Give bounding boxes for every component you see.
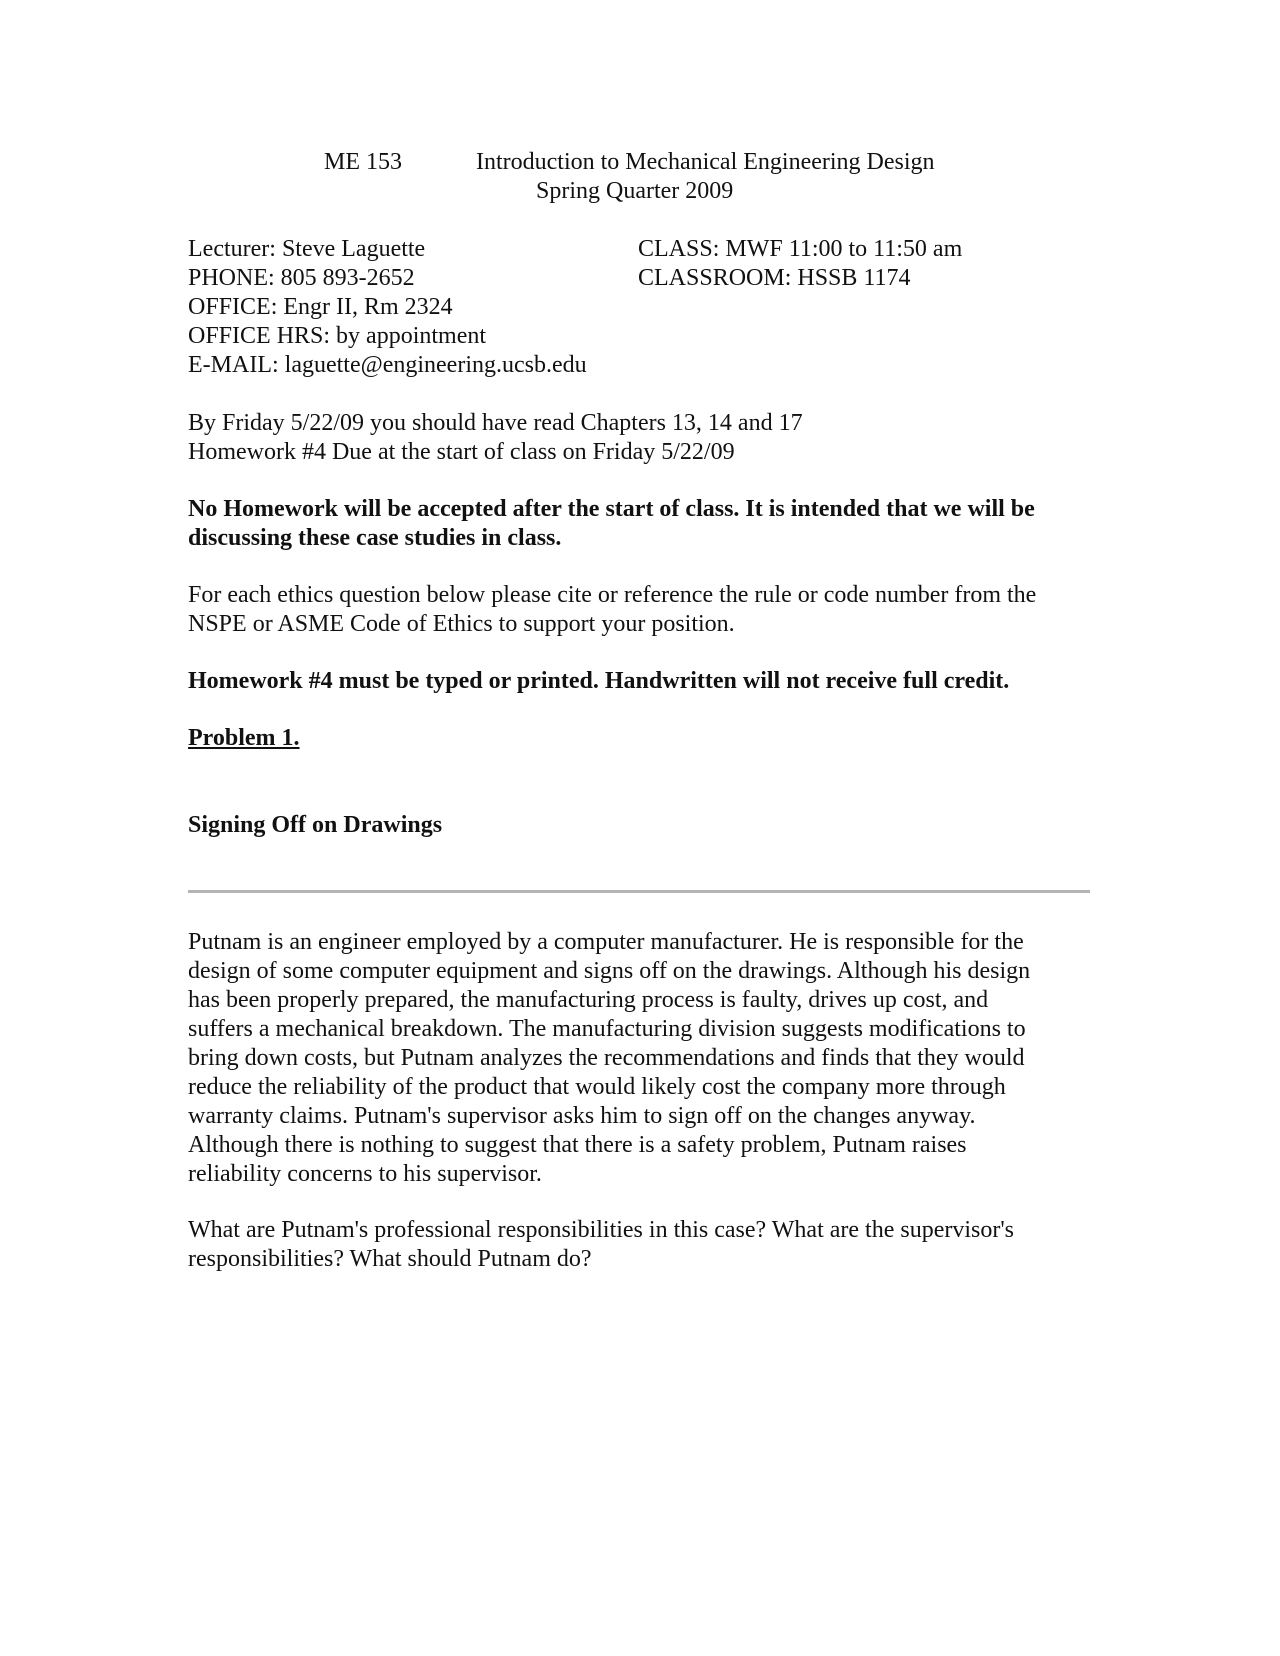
class-schedule xyxy=(638,235,962,293)
office-line: OFFICE: Engr II, Rm 2324 xyxy=(188,294,453,320)
problem-heading-wrap xyxy=(188,724,1078,753)
questions xyxy=(188,1216,1078,1274)
typed-notice: Homework #4 must be typed or printed. Handwritten will not receive full credit. xyxy=(188,668,1010,694)
case-line: bring down costs, but Putnam analyzes the recommendations and finds that they would xyxy=(188,1045,1025,1071)
lecturer-line: Lecturer: Steve Laguette xyxy=(188,236,426,262)
case-line: Putnam is an engineer employed by a computer manufacturer. He is responsible for the xyxy=(188,929,1024,955)
classroom-line: CLASSROOM: HSSB 1174 xyxy=(638,265,911,291)
late-policy-line-2: discussing these case studies in class. xyxy=(188,525,562,551)
office-hours-line: OFFICE HRS: by appointment xyxy=(188,323,487,349)
case-line: reduce the reliability of the product that would likely cost the company more through xyxy=(188,1074,1006,1100)
reading-assignment xyxy=(188,409,1078,467)
phone-line: PHONE: 805 893-2652 xyxy=(188,265,415,291)
ethics-line-1: For each ethics question below please cite or reference the rule or code number from the xyxy=(188,582,1037,608)
course-title: Introduction to Mechanical Engineering Design xyxy=(476,149,935,175)
case-line: reliability concerns to his supervisor. xyxy=(188,1161,542,1187)
ethics-line-2: NSPE or ASME Code of Ethics to support your position. xyxy=(188,611,735,637)
case-line: has been properly prepared, the manufacturing process is faulty, drives up cost, and xyxy=(188,987,989,1013)
case-line: warranty claims. Putnam's supervisor asks him to sign off on the changes anyway. xyxy=(188,1103,976,1129)
email-line: E-MAIL: laguette@engineering.ucsb.edu xyxy=(188,352,587,378)
reading-line: By Friday 5/22/09 you should have read Chapters 13, 14 and 17 xyxy=(188,410,803,436)
question-line-2: responsibilities? What should Putnam do? xyxy=(188,1246,592,1272)
case-line: Although there is nothing to suggest that there is a safety problem, Putnam raises xyxy=(188,1132,967,1158)
due-date-line: Homework #4 Due at the start of class on Friday 5/22/09 xyxy=(188,439,735,465)
late-policy-line-1: No Homework will be accepted after the start of class. It is intended that we will be xyxy=(188,496,1035,522)
late-policy-notice xyxy=(188,495,1078,553)
divider-rule xyxy=(188,890,1090,893)
question-line-1: What are Putnam's professional responsibilities in this case? What are the supervisor's xyxy=(188,1217,1014,1243)
case-text xyxy=(188,928,1078,1189)
case-line: design of some computer equipment and signs off on the drawings. Although his design xyxy=(188,958,1031,984)
term: Spring Quarter 2009 xyxy=(536,178,734,204)
case-line: suffers a mechanical breakdown. The manufacturing division suggests modifications to xyxy=(188,1016,1026,1042)
case-title: Signing Off on Drawings xyxy=(188,812,443,838)
problem-heading: Problem 1. xyxy=(188,725,300,751)
class-time-line: CLASS: MWF 11:00 to 11:50 am xyxy=(638,236,963,262)
ethics-instruction xyxy=(188,581,1078,639)
course-code: ME 153 xyxy=(324,149,402,175)
